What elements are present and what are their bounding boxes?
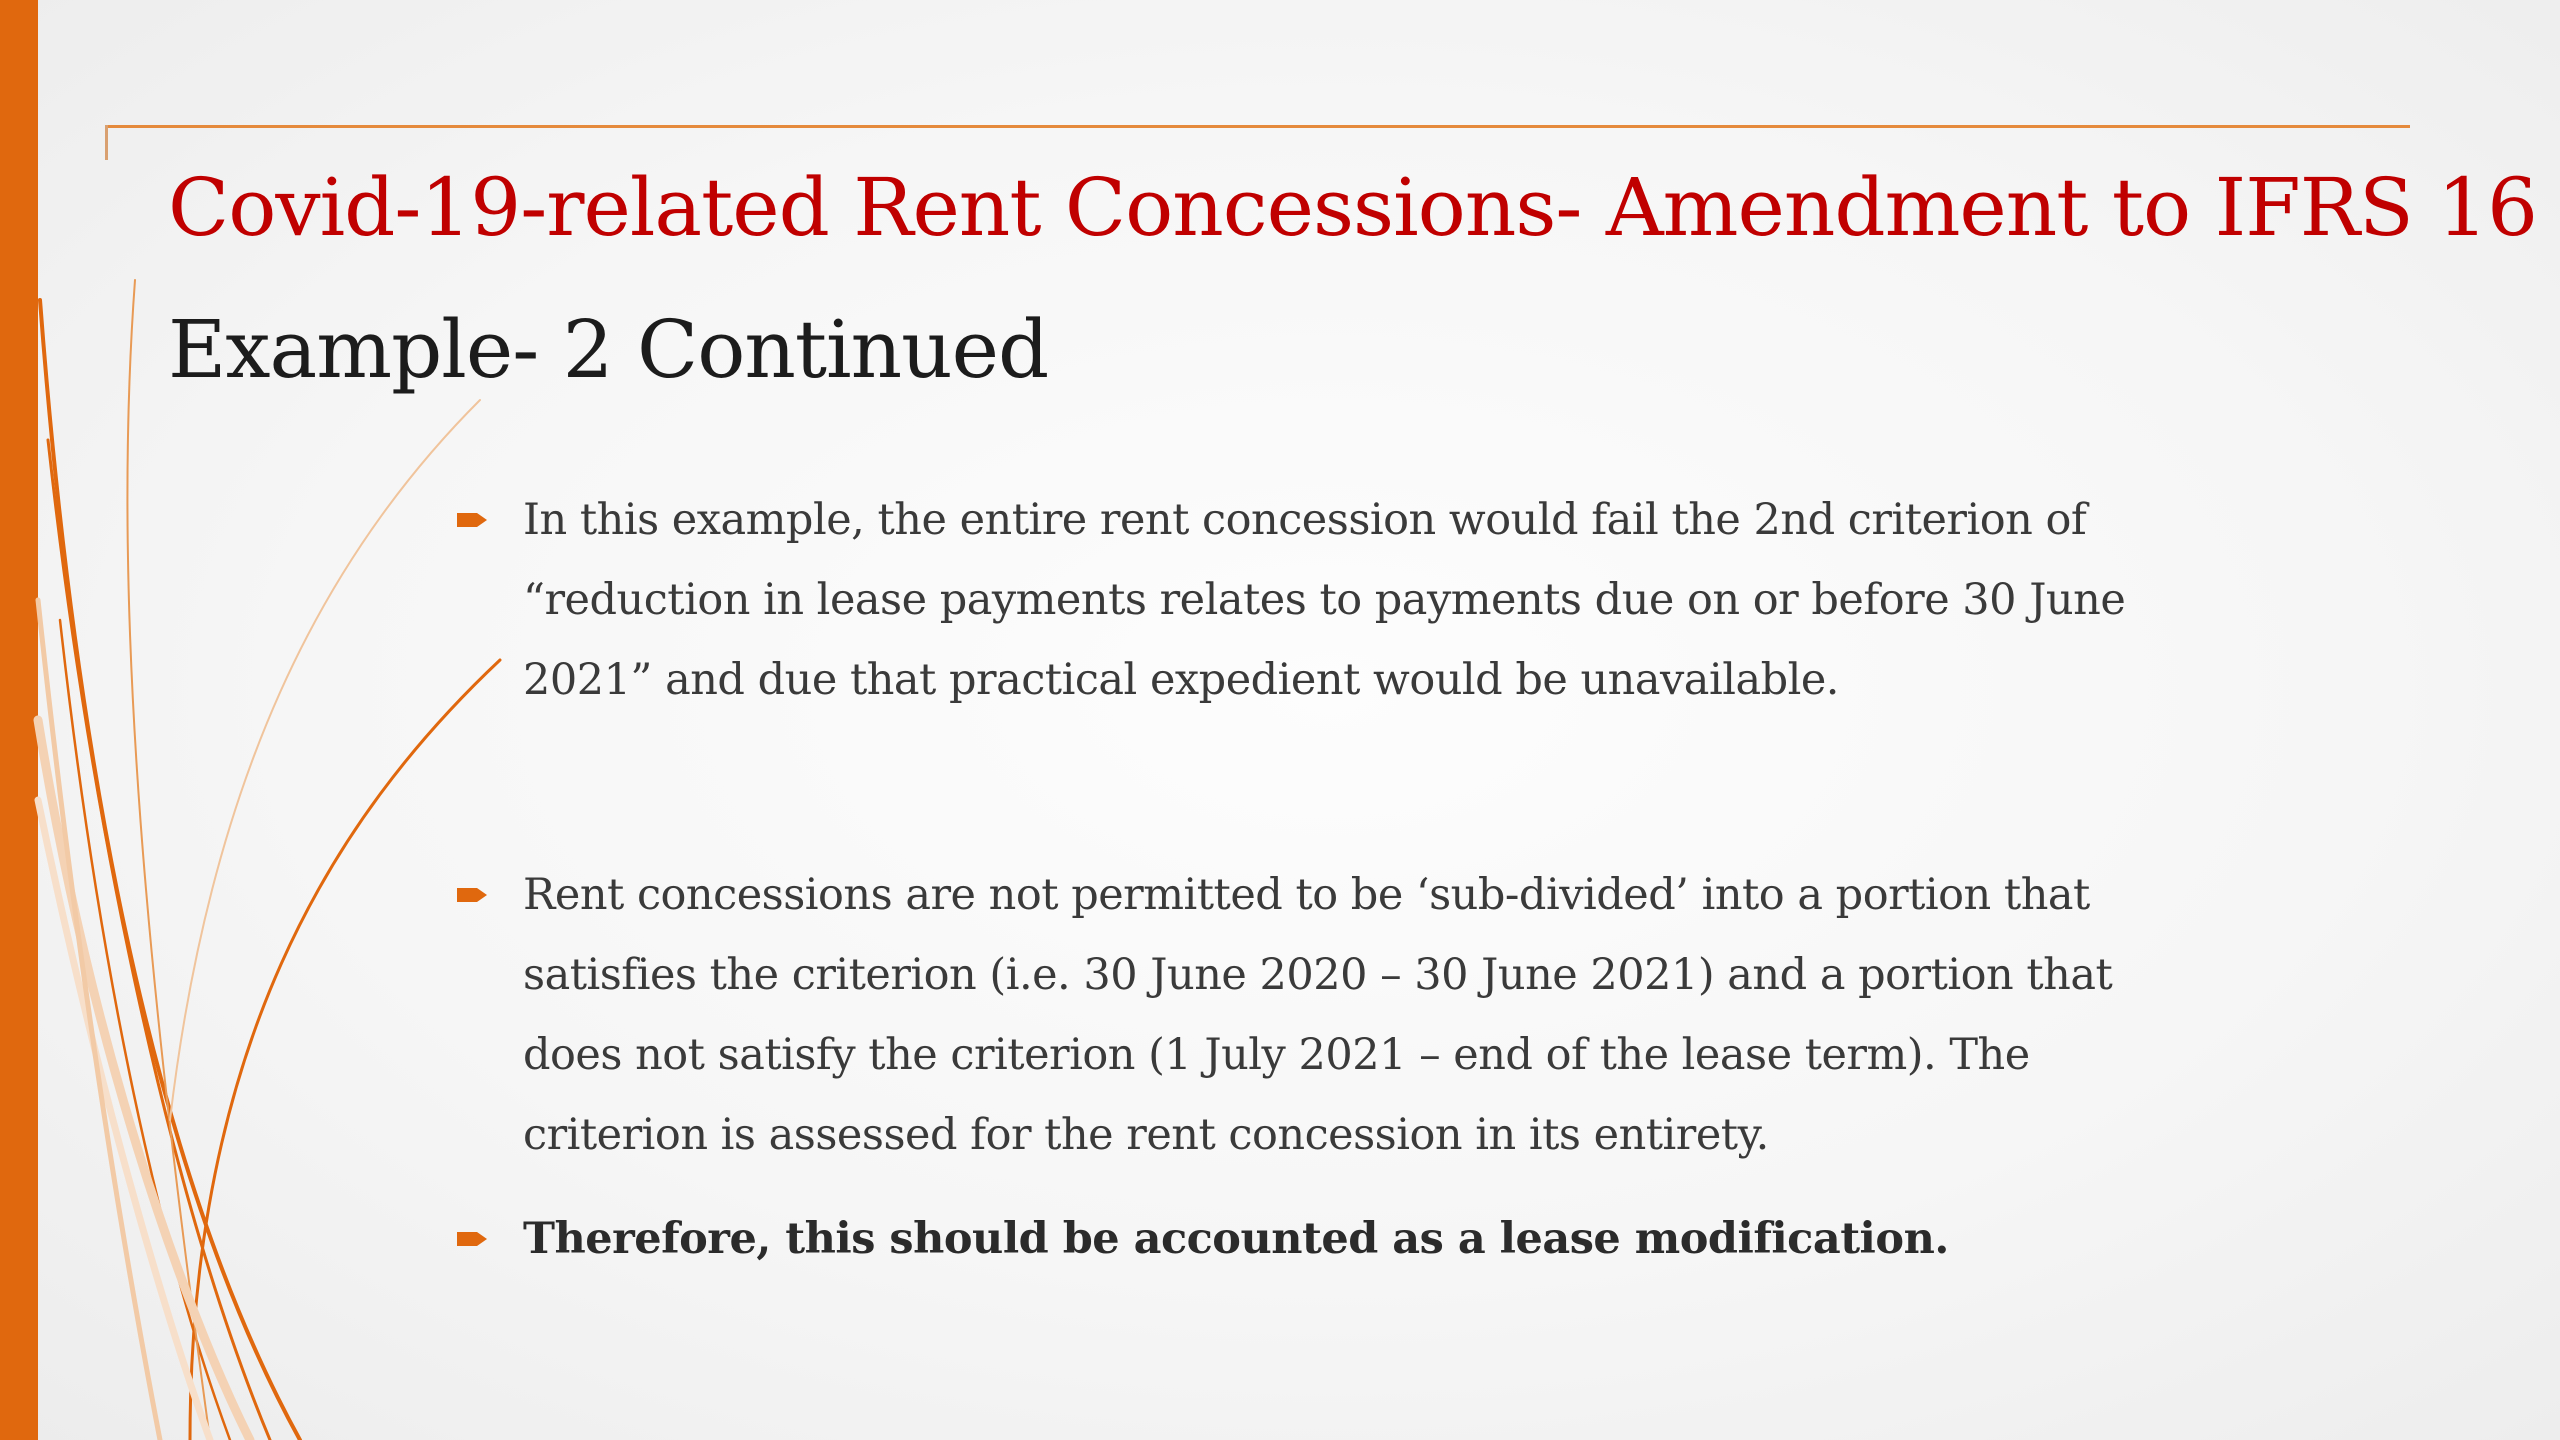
bullet-item [455,855,2175,1175]
title-underline [105,125,2410,128]
slide-subtitle: Example- 2 Continued [168,303,1049,396]
bullet-text: Therefore, this should be accounted as a lease modification. [523,1214,1949,1264]
bullet-text: Rent concessions are not permitted to be ‘sub-divided’ into a portion that satisfies the criterion (i.e. 30 June 2020 – 30 June 2021) and a portion that does not satisfy the criterion (1 July 2021 – end of the lease term). The criterion is assessed for the rent concession in its entirety. [523,870,2113,1160]
bullet-text: In this example, the entire rent concession would fail the 2nd criterion of “reduction in lease payments relates to payments due on or before 30 June 2021” and due that practical expedient would be unavailable. [523,495,2126,705]
bullet-item [455,480,2175,720]
title-tick [105,125,108,160]
arrow-bullet-icon [455,1221,491,1257]
bullet-list [455,480,2175,1279]
arrow-bullet-icon [455,877,491,913]
bullet-item [455,1199,2175,1279]
slide-title: Covid-19-related Rent Concessions- Amendment to IFRS 16 [168,161,2537,254]
arrow-bullet-icon [455,502,491,538]
